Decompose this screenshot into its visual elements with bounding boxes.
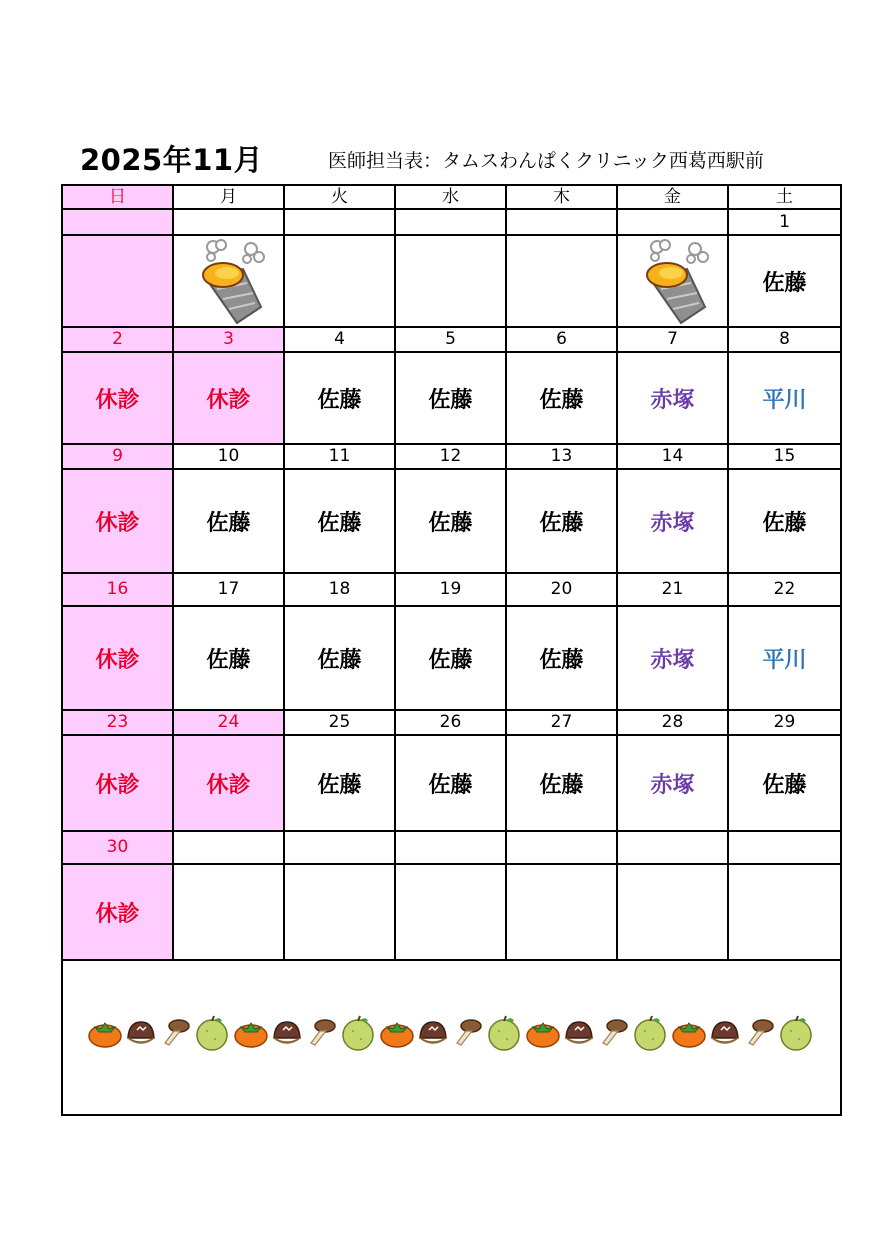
date-number bbox=[617, 831, 728, 864]
page-title: 2025年11月 bbox=[80, 143, 264, 177]
persimmon-icon bbox=[380, 1018, 414, 1048]
pear-icon bbox=[339, 1015, 377, 1051]
date-number: 24 bbox=[173, 710, 284, 735]
doctor-name: 平川 bbox=[728, 352, 841, 444]
date-number: 30 bbox=[62, 831, 173, 864]
date-number: 19 bbox=[395, 573, 506, 606]
date-number bbox=[506, 209, 617, 235]
doctor-name: 佐藤 bbox=[284, 352, 395, 444]
persimmon-icon bbox=[234, 1018, 268, 1048]
empty-cell bbox=[395, 864, 506, 960]
pear-icon bbox=[777, 1015, 815, 1051]
doctor-name: 佐藤 bbox=[284, 735, 395, 831]
empty-cell bbox=[284, 864, 395, 960]
empty-cell bbox=[62, 235, 173, 327]
weekday-header: 火 bbox=[284, 185, 395, 209]
pear-icon bbox=[631, 1015, 669, 1051]
date-number bbox=[284, 209, 395, 235]
date-number: 9 bbox=[62, 444, 173, 469]
doctor-row bbox=[62, 606, 841, 710]
empty-cell bbox=[173, 864, 284, 960]
date-number: 17 bbox=[173, 573, 284, 606]
date-number bbox=[506, 831, 617, 864]
date-number: 20 bbox=[506, 573, 617, 606]
empty-cell bbox=[506, 235, 617, 327]
date-number bbox=[173, 831, 284, 864]
date-number: 21 bbox=[617, 573, 728, 606]
doctor-name: 佐藤 bbox=[506, 352, 617, 444]
doctor-name: 休診 bbox=[173, 735, 284, 831]
persimmon-icon bbox=[526, 1018, 560, 1048]
doctor-name: 休診 bbox=[173, 352, 284, 444]
date-number bbox=[617, 209, 728, 235]
doctor-name: 赤塚 bbox=[617, 606, 728, 710]
doctor-name: 佐藤 bbox=[395, 352, 506, 444]
doctor-row bbox=[62, 469, 841, 573]
doctor-name: 赤塚 bbox=[617, 352, 728, 444]
chestnut-icon bbox=[125, 1018, 157, 1048]
empty-cell bbox=[284, 235, 395, 327]
doctor-name: 赤塚 bbox=[617, 735, 728, 831]
date-number: 6 bbox=[506, 327, 617, 352]
weekday-header: 水 bbox=[395, 185, 506, 209]
mushroom-icon bbox=[306, 1017, 336, 1049]
fruit-icon-row bbox=[63, 1015, 840, 1051]
date-row bbox=[62, 831, 841, 864]
date-row bbox=[62, 710, 841, 735]
weekday-header: 金 bbox=[617, 185, 728, 209]
autumn-fruit-border bbox=[62, 960, 841, 1115]
doctor-name: 佐藤 bbox=[506, 469, 617, 573]
date-number: 15 bbox=[728, 444, 841, 469]
doctor-name: 休診 bbox=[62, 469, 173, 573]
date-number bbox=[395, 209, 506, 235]
weekday-header-row bbox=[62, 185, 841, 209]
date-number: 27 bbox=[506, 710, 617, 735]
pear-icon bbox=[485, 1015, 523, 1051]
date-number: 11 bbox=[284, 444, 395, 469]
doctor-name: 佐藤 bbox=[395, 735, 506, 831]
date-number: 29 bbox=[728, 710, 841, 735]
doctor-name: 佐藤 bbox=[395, 469, 506, 573]
sweet-potato-icon bbox=[183, 237, 275, 325]
mushroom-icon bbox=[744, 1017, 774, 1049]
chestnut-icon bbox=[417, 1018, 449, 1048]
doctor-name: 佐藤 bbox=[728, 235, 841, 327]
date-number: 16 bbox=[62, 573, 173, 606]
date-number: 7 bbox=[617, 327, 728, 352]
date-row bbox=[62, 327, 841, 352]
doctor-name: 佐藤 bbox=[173, 606, 284, 710]
mushroom-icon bbox=[160, 1017, 190, 1049]
date-number: 23 bbox=[62, 710, 173, 735]
date-row bbox=[62, 444, 841, 469]
persimmon-icon bbox=[88, 1018, 122, 1048]
empty-cell bbox=[506, 864, 617, 960]
doctor-name: 佐藤 bbox=[506, 606, 617, 710]
date-number: 28 bbox=[617, 710, 728, 735]
date-number: 1 bbox=[728, 209, 841, 235]
date-row bbox=[62, 573, 841, 606]
date-number: 3 bbox=[173, 327, 284, 352]
doctor-name: 休診 bbox=[62, 735, 173, 831]
date-number bbox=[173, 209, 284, 235]
sweet-potato-icon bbox=[627, 237, 719, 325]
chestnut-icon bbox=[563, 1018, 595, 1048]
doctor-name: 佐藤 bbox=[728, 469, 841, 573]
date-number: 10 bbox=[173, 444, 284, 469]
date-row bbox=[62, 209, 841, 235]
doctor-row bbox=[62, 864, 841, 960]
doctor-row bbox=[62, 352, 841, 444]
doctor-name: 赤塚 bbox=[617, 469, 728, 573]
doctor-row bbox=[62, 735, 841, 831]
date-number bbox=[62, 209, 173, 235]
date-number bbox=[284, 831, 395, 864]
page-subtitle: 医師担当表：タムスわんぱくクリニック西葛西駅前 bbox=[328, 150, 764, 172]
date-number bbox=[728, 831, 841, 864]
date-number bbox=[395, 831, 506, 864]
doctor-name: 休診 bbox=[62, 864, 173, 960]
weekday-header: 土 bbox=[728, 185, 841, 209]
date-number: 14 bbox=[617, 444, 728, 469]
doctor-name: 佐藤 bbox=[506, 735, 617, 831]
date-number: 8 bbox=[728, 327, 841, 352]
illustration-cell bbox=[173, 235, 284, 327]
doctor-name: 休診 bbox=[62, 352, 173, 444]
chestnut-icon bbox=[709, 1018, 741, 1048]
date-number: 4 bbox=[284, 327, 395, 352]
doctor-name: 平川 bbox=[728, 606, 841, 710]
date-number: 26 bbox=[395, 710, 506, 735]
date-number: 2 bbox=[62, 327, 173, 352]
doctor-name: 佐藤 bbox=[284, 469, 395, 573]
decoration-row bbox=[62, 960, 841, 1115]
doctor-name: 佐藤 bbox=[395, 606, 506, 710]
doctor-name: 佐藤 bbox=[284, 606, 395, 710]
illustration-cell bbox=[617, 235, 728, 327]
mushroom-icon bbox=[598, 1017, 628, 1049]
doctor-name: 佐藤 bbox=[728, 735, 841, 831]
doctor-row bbox=[62, 235, 841, 327]
doctor-name: 佐藤 bbox=[173, 469, 284, 573]
empty-cell bbox=[728, 864, 841, 960]
doctor-name: 休診 bbox=[62, 606, 173, 710]
date-number: 5 bbox=[395, 327, 506, 352]
date-number: 12 bbox=[395, 444, 506, 469]
schedule-calendar bbox=[61, 184, 842, 1116]
persimmon-icon bbox=[672, 1018, 706, 1048]
date-number: 22 bbox=[728, 573, 841, 606]
date-number: 13 bbox=[506, 444, 617, 469]
empty-cell bbox=[617, 864, 728, 960]
weekday-header: 木 bbox=[506, 185, 617, 209]
mushroom-icon bbox=[452, 1017, 482, 1049]
chestnut-icon bbox=[271, 1018, 303, 1048]
date-number: 25 bbox=[284, 710, 395, 735]
weekday-header: 日 bbox=[62, 185, 173, 209]
weekday-header: 月 bbox=[173, 185, 284, 209]
date-number: 18 bbox=[284, 573, 395, 606]
empty-cell bbox=[395, 235, 506, 327]
pear-icon bbox=[193, 1015, 231, 1051]
